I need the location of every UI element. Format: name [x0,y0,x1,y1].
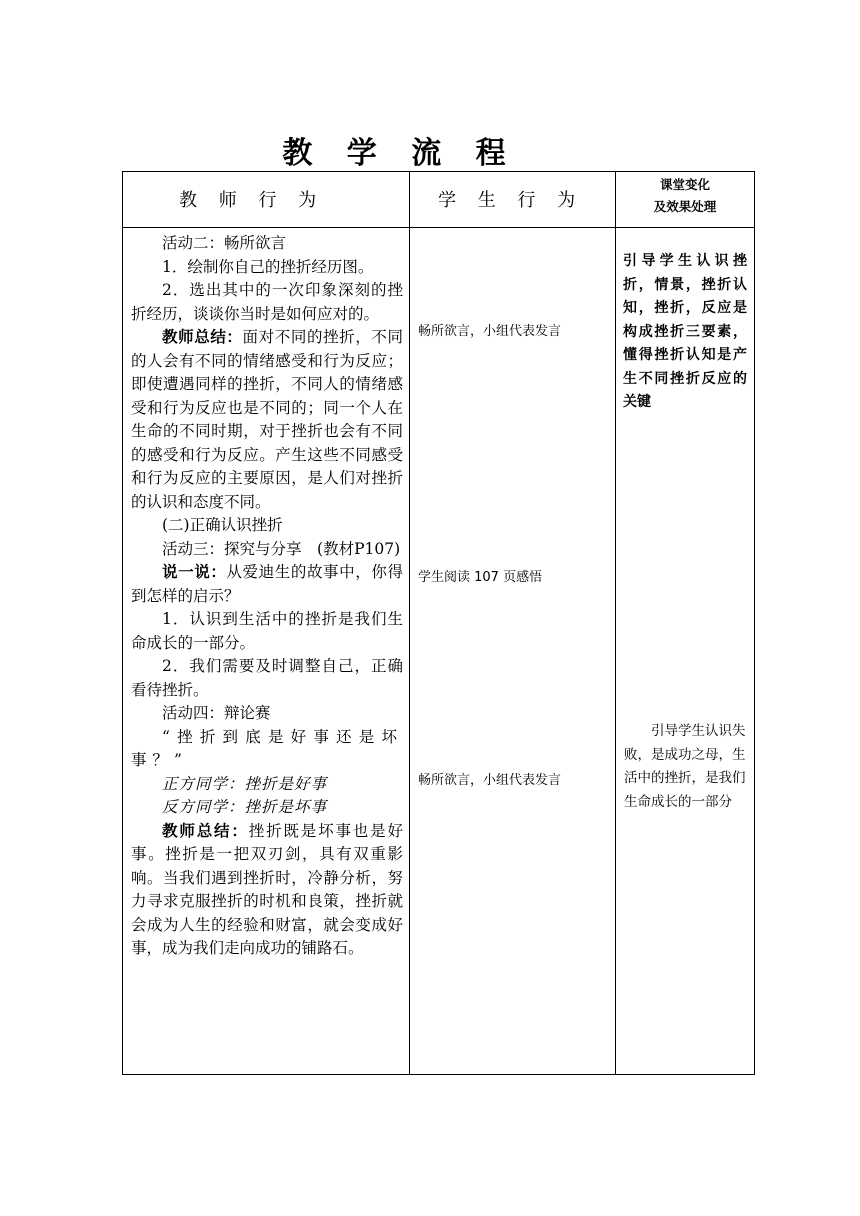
activity2-heading [131,232,403,256]
summary2-text: 挫折既是坏事也是好事。挫折是一把双刃剑，具有双重影响。当我们遇到挫折时，冷静分析，努力寻求克服挫折的时机和良策，挫折就会成为人生的经验和财富，就会变成好事，成为我们走向成功的铺路石。 [131,821,403,957]
header-effect-line2: 及效果处理 [653,199,717,214]
pro-stance: 正方同学：挫折是好事 [162,774,328,793]
effect-cell [616,228,755,1075]
student-note-2: 学生阅读 107 页感悟 [418,570,543,585]
section2-heading: (二)正确认识挫折 [162,516,283,534]
teacher-content [123,228,409,961]
summary2-label: 教师总结： [162,821,249,840]
header-teacher-cell [123,172,410,228]
effect-note-1: 引导学生认识挫折，情景，挫折认知，挫折，反应是构成挫折三要素，懂得挫折认知是产生不同挫折反应的关键 [623,253,747,410]
summary1 [131,326,403,514]
student-note-1: 畅所欲言，小组代表发言 [418,324,562,339]
student-note-3: 畅所欲言，小组代表发言 [418,773,562,788]
summary1-text: 面对不同的挫折，不同的人会有不同的情绪感受和行为反应；即使遭遇同样的挫折，不同人的情绪感受和行为反应也是不同的；同一个人在生命的不同时期，对于挫折也会有不同的感受和行为反应。产生这些不同感受和行为反应的主要原因，是人们对挫折的认识和态度不同。 [131,328,403,511]
activity4-heading [131,702,403,726]
header-student-cell [410,172,616,228]
talk-label: 说一说： [162,563,227,581]
teacher-cell [123,228,410,1075]
activity3-heading [131,538,403,562]
item2: 2．选出其中的一次印象深刻的挫折经历，谈谈你当时是如何应对的。 [131,281,403,323]
activity2-name: 畅所欲言 [224,234,287,252]
point2: 2．我们需要及时调整自己，正确看待挫折。 [131,657,403,699]
item1: 1．绘制你自己的挫折经历图。 [162,257,374,276]
header-effect [616,174,754,218]
con-stance: 反方同学：挫折是坏事 [162,798,328,816]
activity2-label: 活动二： [162,234,225,252]
talk-prompt [131,561,403,608]
header-effect-cell [616,172,755,228]
activity3-label: 活动三： [162,539,225,558]
summary2 [131,820,403,961]
summary1-label: 教师总结： [162,328,243,346]
activity3-name: 探究与分享 (教材P107) [224,539,401,558]
header-student: 学 生 行 为 [438,190,584,211]
student-cell [410,228,616,1075]
debate-topic: “挫折到底是好事还是坏事？” [131,727,403,769]
activity4-name: 辩论赛 [224,704,271,722]
talk-text: 从爱迪生的故事中，你得到怎样的启示？ [131,563,403,605]
activity4-label: 活动四： [162,704,225,722]
header-effect-line1: 课堂变化 [659,177,710,192]
effect-note-2: 引导学生认识失败，是成功之母，生活中的挫折，是我们生命成长的一部分 [624,723,746,810]
content-row [123,228,755,1075]
header-row [123,172,755,228]
page-title: 教 学 流 程 [282,136,518,171]
lesson-flow-table [122,171,755,1075]
header-teacher: 教 师 行 为 [179,190,325,211]
point1: 1．认识到生活中的挫折是我们生命成长的一部分。 [131,610,403,652]
